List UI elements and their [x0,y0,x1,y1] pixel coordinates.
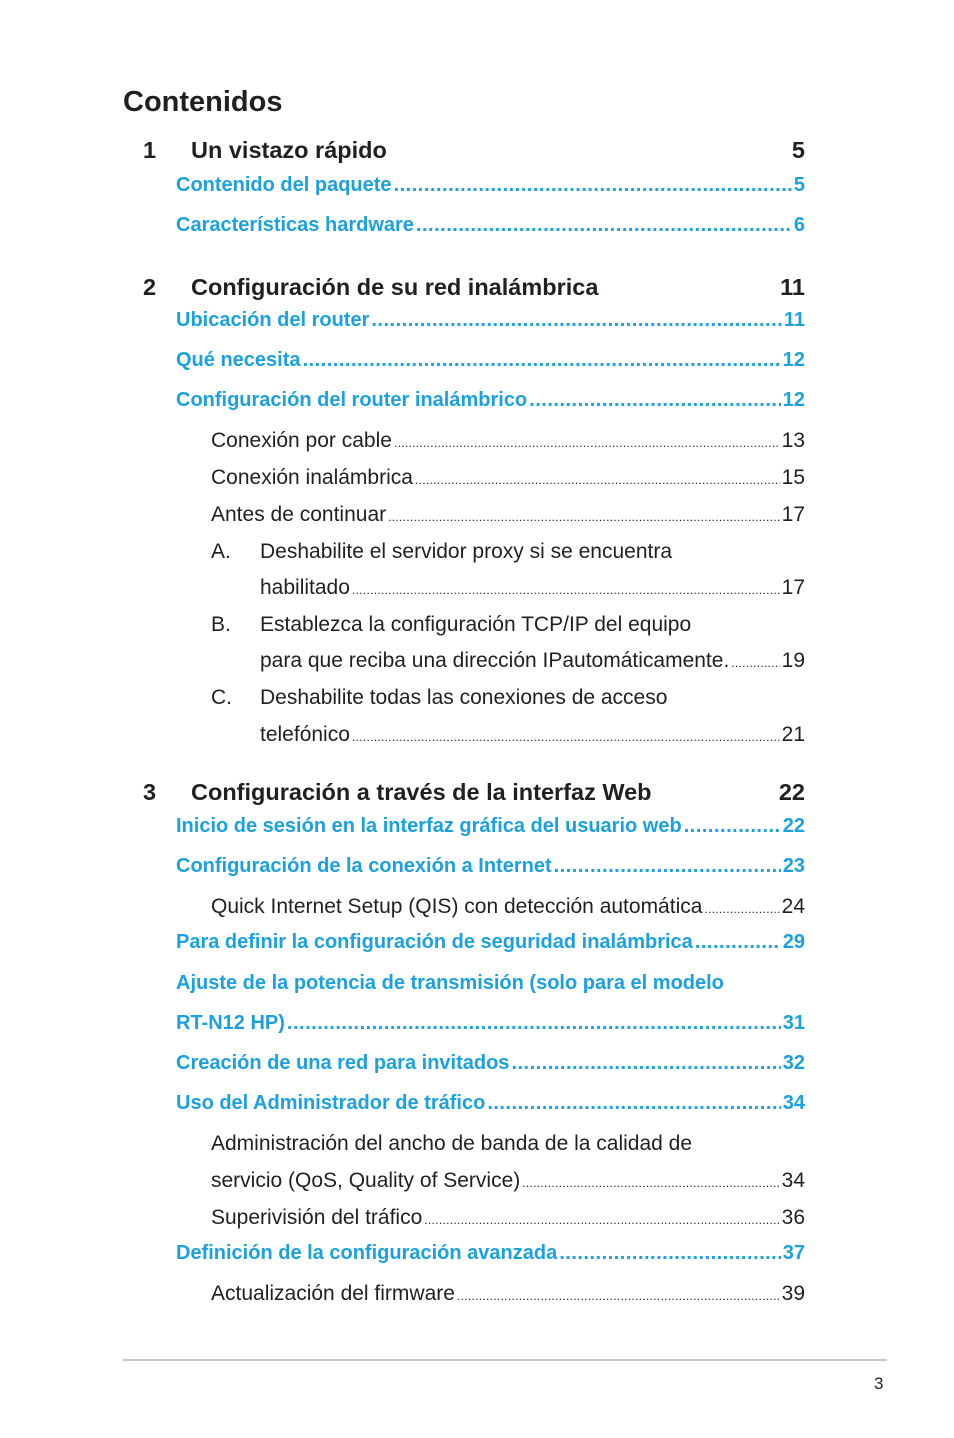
subsection-page: 17 [781,503,805,526]
section-label: Creación de una red para invitados [176,1052,510,1074]
section-page: 37 [782,1242,805,1264]
section-label: Ubicación del router [176,309,370,331]
item-text: Deshabilite el servidor proxy si se encuentra [260,540,673,563]
chapter-heading[interactable] [143,137,805,164]
chapter-page: 5 [791,137,805,163]
toc-subsection[interactable] [211,503,805,527]
item-text: Deshabilite todas las conexiones de acceso [260,686,668,709]
dot-leader [352,730,780,744]
item-letter: C. [211,686,232,709]
toc-section-link[interactable] [176,855,805,878]
dot-leader [487,1092,780,1115]
item-page: 19 [781,649,805,672]
dot-leader [704,902,779,916]
toc-subsection[interactable] [211,1282,805,1306]
dot-leader [352,583,780,597]
item-page: 17 [781,576,805,599]
toc-item-continuation[interactable] [260,649,805,673]
item-page: 21 [781,723,805,746]
toc-subsection[interactable] [211,466,805,490]
subsection-page: 24 [781,895,805,918]
subsection-page: 34 [781,1169,805,1192]
chapter-heading[interactable] [143,779,805,806]
chapter-title: Configuración a través de la interfaz Web [191,779,652,805]
subsection-label: Conexión por cable [211,429,392,452]
dot-leader [457,1289,780,1303]
toc-item-continuation[interactable] [260,576,805,600]
subsection-label: servicio (QoS, Quality of Service) [211,1169,521,1192]
dot-leader [424,1213,779,1227]
dot-leader [559,1242,781,1265]
toc-section-link[interactable] [176,1052,805,1075]
toc-subsection[interactable] [211,895,805,919]
page-title: Contenidos [123,86,283,118]
section-page: 29 [782,931,805,953]
toc-section-link[interactable] [176,309,805,332]
toc-item[interactable] [211,686,805,710]
item-letter: A. [211,540,231,563]
section-label: Contenido del paquete [176,174,392,196]
section-page: 34 [782,1092,805,1114]
section-label: Inicio de sesión en la interfaz gráfica del usuario web [176,815,682,837]
section-page: 5 [793,174,805,196]
dot-leader [416,214,792,237]
section-label: Configuración de la conexión a Internet [176,855,552,877]
item-text: para que reciba una dirección IPautomáticamente. [260,649,730,672]
section-label: RT-N12 HP) [176,1012,285,1034]
toc-section-link[interactable] [176,815,805,838]
section-page: 31 [782,1012,805,1034]
dot-leader [287,1012,781,1035]
toc-subsection[interactable] [211,1132,805,1156]
chapter-title: Un vistazo rápido [191,137,387,163]
section-label: Configuración del router inalámbrico [176,389,528,411]
page-number: 3 [874,1374,884,1393]
section-label: Definición de la configuración avanzada [176,1242,558,1264]
section-page: 12 [782,349,805,371]
toc-section-link[interactable] [176,389,805,412]
toc-subsection-continuation[interactable] [211,1169,805,1193]
subsection-label: Antes de continuar [211,503,387,526]
subsection-page: 13 [781,429,805,452]
dot-leader [529,389,781,412]
chapter-number: 2 [143,274,157,300]
toc-item-continuation[interactable] [260,723,805,747]
toc-subsection[interactable] [211,1206,805,1230]
chapter-page: 11 [780,274,805,300]
dot-leader [554,855,781,878]
chapter-heading[interactable] [143,274,805,301]
toc-item[interactable] [211,540,805,564]
toc-subsection[interactable] [211,429,805,453]
item-text: habilitado [260,576,350,599]
section-label: Uso del Administrador de tráfico [176,1092,486,1114]
item-text: Establezca la configuración TCP/IP del equipo [260,613,692,636]
toc-item[interactable] [211,613,805,637]
dot-leader [511,1052,780,1075]
section-page: 6 [793,214,805,236]
item-letter: B. [211,613,231,636]
dot-leader [394,174,792,197]
chapter-number: 3 [143,779,157,805]
dot-leader [695,931,781,954]
toc-section-link-continuation[interactable] [176,1012,805,1035]
toc-section-link[interactable] [176,174,805,197]
toc-section-link[interactable] [176,349,805,372]
subsection-page: 36 [781,1206,805,1229]
toc-section-link[interactable] [176,972,805,995]
dot-leader [371,309,781,332]
section-label: Ajuste de la potencia de transmisión (solo para el modelo [176,972,724,994]
section-label: Características hardware [176,214,414,236]
chapter-page: 22 [778,779,805,805]
chapter-number: 1 [143,137,157,163]
chapter-title: Configuración de su red inalámbrica [191,274,599,300]
dot-leader [394,436,780,450]
dot-leader [388,510,780,524]
section-label: Qué necesita [176,349,301,371]
toc-section-link[interactable] [176,1092,805,1115]
toc-section-link[interactable] [176,214,805,237]
subsection-label: Superivisión del tráfico [211,1206,423,1229]
footer-divider [123,1359,887,1361]
dot-leader [684,815,781,838]
section-page: 22 [782,815,805,837]
dot-leader [303,349,781,372]
subsection-label: Administración del ancho de banda de la calidad de [211,1132,693,1155]
dot-leader [731,656,779,670]
section-label: Para definir la configuración de seguridad inalámbrica [176,931,693,953]
section-page: 32 [782,1052,805,1074]
subsection-label: Actualización del firmware [211,1282,455,1305]
subsection-label: Quick Internet Setup (QIS) con detección automática [211,895,703,918]
section-page: 23 [782,855,805,877]
toc-section-link[interactable] [176,931,805,954]
toc-section-link[interactable] [176,1242,805,1265]
section-page: 11 [783,309,805,331]
section-page: 12 [782,389,805,411]
subsection-page: 39 [781,1282,805,1305]
dot-leader [522,1176,779,1190]
subsection-label: Conexión inalámbrica [211,466,413,489]
dot-leader [415,473,780,487]
item-text: telefónico [260,723,350,746]
subsection-page: 15 [781,466,805,489]
